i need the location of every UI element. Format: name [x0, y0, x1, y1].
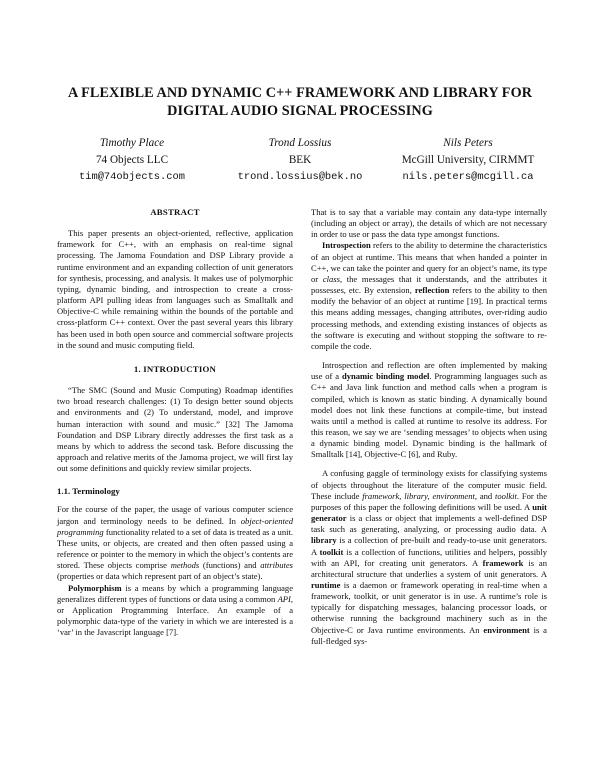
author-email: nils.peters@mcgill.ca: [402, 171, 534, 183]
terminology-paragraph: For the course of the paper, the usage of various computer science jargon and terminology needs to be defined. In object-oriented programming functionality related to a set of data is treated as a unit. These units, or objects, are created and then often passed using a reference or pointer to the memory in which the object’s contents are stored. These objects comprise methods (functions) and attributes (properties or data which represent part of an object’s state).: [57, 504, 293, 582]
author-affiliation: 74 Objects LLC: [95, 154, 169, 166]
abstract-heading: ABSTRACT: [150, 207, 200, 217]
terminology-heading: 1.1. Terminology: [57, 486, 120, 497]
author-name: Trond Lossius: [268, 137, 332, 149]
author-affiliation: McGill University, CIRMMT: [401, 154, 535, 166]
left-column: [57, 207, 293, 638]
continuation-paragraph: That is to say that a variable may contain any data-type internally (including an object or array), the details of which are not necessary in order to use or pass the data type amongst functions.: [311, 207, 547, 240]
author-2: [210, 135, 390, 186]
author-email: trond.lossius@bek.no: [237, 171, 363, 183]
dynamic-binding-paragraph: Introspection and reflection are often implemented by making use of a dynamic binding model. Programming languages such as C++ and Java link function and method calls when a program is compiled, which is known as static binding. A dynamically bound model does not link these functions at compile-time, but instead waits until a method is called at runtime to resolve its address. For this reason, we say we are ‘sending messages’ to objects when using a dynamic binding model. Dynamic binding is the hallmark of Smalltalk [14], Objective-C [6], and Ruby.: [311, 360, 547, 460]
author-1: [42, 135, 222, 186]
right-column: [311, 207, 547, 647]
author-name: Nils Peters: [443, 137, 493, 149]
terminology-definitions-paragraph: A confusing gaggle of terminology exists for classifying systems of objects throughout the literature of the computer music field. These include framework, library, environment, and toolkit. For the purposes of this paper the following definitions will be used. A unit generator is a class or object that implements a well-defined DSP task such as generating, analyzing, or processing audio data. A library is a collection of pre-built and ready-to-use unit generators. A toolkit is a collection of functions, utilities and helpers, possibly with an API, for creating unit generators. A framework is an architectural structure that underlies a system of unit generators. A runtime is a daemon or framework operating in real-time when a framework, toolkit, or unit generator is in use. A runtime’s role is typically for dispatching messages, balancing processor loads, or otherwise running the background machinery such as in the Objective-C or Java runtime environments. An environment is a full-fledged sys-: [311, 468, 547, 646]
author-email: tim@74objects.com: [78, 171, 185, 183]
paper-title: A FLEXIBLE AND DYNAMIC C++ FRAMEWORK AND LIBRARY FOR DIGITAL AUDIO SIGNAL PROCESSING: [67, 85, 533, 119]
author-name: Timothy Place: [99, 137, 165, 149]
author-affiliation: BEK: [288, 154, 312, 166]
introspection-paragraph: Introspection refers to the ability to determine the characteristics of an object at runtime. This means that when handed a pointer in C++, we can take the pointer and query for an object’s name, its type or class, the messages that it understands, and the attributes it possesses, etc. By extension, reflection refers to the ability to then modify the behavior of an object at runtime [19]. In practical terms this means adding messages, changing attributes, over-riding audio processing methods, and extending existing instances of objects as the software is executing and without stopping the software to re-compile the code.: [311, 240, 547, 351]
introduction-text: “The SMC (Sound and Music Computing) Roadmap identifies two broad research challenges: (1) To design better sound objects and environments and (2) To understand, model, and improve human interaction with sound and music.” [32] The Jamoma Foundation and DSP Library directly addresses the first task as a means by which to address the second task. Before discussing the approach and relative merits of the Jamoma project, we will first lay out some definitions and quickly review similar projects.: [57, 385, 293, 474]
introduction-heading: 1. INTRODUCTION: [133, 363, 217, 374]
polymorphism-paragraph: Polymorphism is a means by which a programming language generalizes different types of functions or data using a common API, or Application Programming Interface. An example of a polymorphic data-type of the variety in which we are interested is a ‘var’ in the Javascript language [7].: [57, 582, 293, 638]
author-3: [378, 135, 558, 186]
abstract-text: This paper presents an object-oriented, reflective, application framework for C++, with an emphasis on real-time signal processing. The Jamoma Foundation and DSP Library provide a runtime environment and an expanding collection of unit generators for synthesis, processing, and analysis. It makes use of polymorphic typing, dynamic binding, and introspection to create a cross-platform API pulling ideas from languages such as Smalltalk and Objective-C while remaining within the bounds of the portable and cross-platform C++ context. Over the past several years this library has been used in both open source and commercial software projects in the sound and music computing field.: [57, 228, 293, 350]
